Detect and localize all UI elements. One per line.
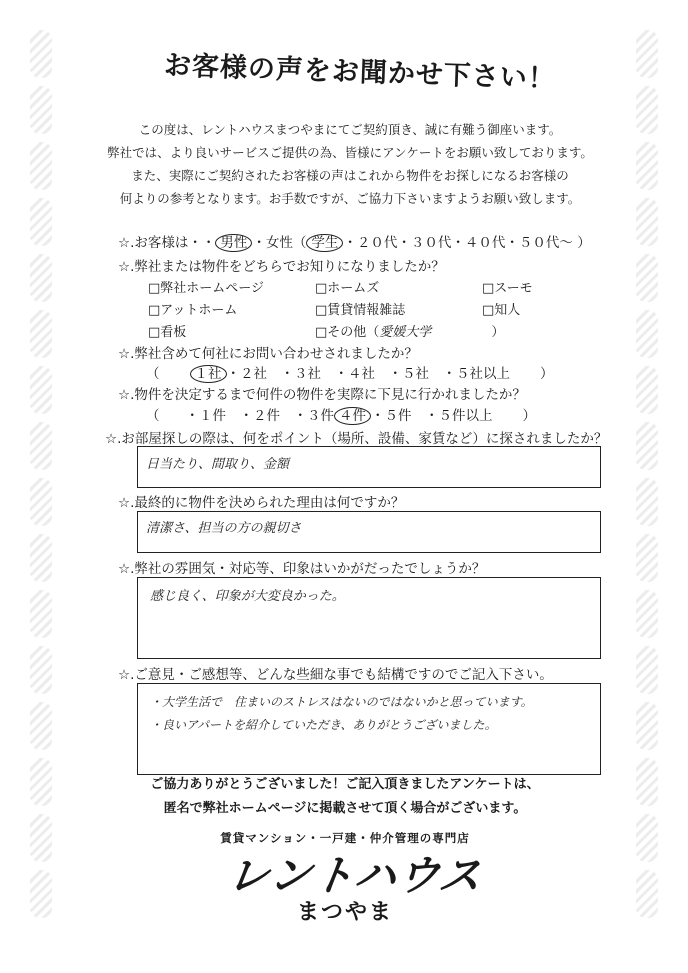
option-other-close: ） — [491, 325, 505, 340]
question-how-found: ☆.弊社または物件をどちらでお知りになりましたか？ — [118, 259, 445, 275]
option-other-label: □その他（ — [315, 325, 380, 340]
option-acquaintance: □知人 — [482, 303, 521, 318]
option-signboard: □看板 — [148, 325, 187, 340]
q4-rest: ・５件 ・５件以上 — [371, 408, 493, 424]
option-athome: □アットホーム — [148, 303, 238, 318]
q4-pre: ・１件 ・２件 ・３件 — [185, 408, 334, 424]
question-properties-viewed: ☆.物件を決定するまで何件の物件を実際に下見に行かれましたか？ — [118, 387, 526, 403]
one-company-selected-circle: １社 — [190, 365, 227, 383]
student-selected-circle: 学生 — [306, 234, 343, 252]
left-decorative-border — [30, 30, 52, 943]
decision-reason-answer: 清潔さ、担当の方の親切さ — [146, 521, 302, 536]
option-other-written: 愛媛大学 — [379, 325, 432, 340]
company-logo-subtitle: まつやま — [296, 900, 393, 925]
closing-line: 匿名で弊社ホームページに掲載させて頂く場合がございます。 — [163, 801, 527, 816]
comments-answer-line-2: ・良いアパートを紹介していただき、ありがとうございました。 — [150, 718, 497, 732]
intro-line: 弊社では、より良いサービスご提供の為、皆様にアンケートをお願い致しております。 — [107, 145, 593, 160]
four-properties-selected-circle: ４件 — [334, 407, 371, 425]
option-suumo: □スーモ — [482, 281, 533, 296]
q3-options — [146, 362, 554, 383]
impression-answer: 感じ良く、印象が大変良かった。 — [150, 589, 345, 604]
q4-open: （ — [146, 408, 160, 424]
q1-rest: ・２０代・３０代・４０代・５０代～ ） — [343, 235, 591, 251]
q3-rest: ・２社 ・３社 ・４社 ・５社 ・５社以上 — [226, 366, 510, 382]
question-search-points: ☆.お部屋探しの際は、何をポイント（場所、設備、家賃など）に探されましたか？ — [105, 431, 608, 447]
search-points-answer: 日当たり、間取り、金額 — [146, 457, 290, 472]
male-selected-circle: 男性 — [215, 234, 252, 252]
intro-line: 何よりの参考となります。お手数ですが、ご協力下さいますようお願い致します。 — [119, 191, 581, 206]
q4-close: ） — [522, 408, 536, 424]
question-comments: ☆.ご意見・ご感想等、どんな些細な事でも結構ですのでご記入下さい。 — [118, 667, 553, 683]
page-title: お客様の声をお聞かせ下さい！ — [163, 50, 557, 95]
intro-line: この度は、レントハウスまつやまにてご契約頂き、誠に有難う御座います。 — [138, 122, 562, 137]
question-company-impression: ☆.弊社の雰囲気・対応等、印象はいかがだったでしょうか？ — [118, 561, 486, 577]
q1-sep: ・女性（ — [252, 235, 307, 251]
question-customer-type — [118, 231, 591, 252]
option-company-homepage: □弊社ホームページ — [148, 281, 265, 296]
intro-line: また、実際にご契約されたお客様の声はこれから物件をお探しになるお客様の — [131, 168, 569, 183]
q3-open: （ — [146, 366, 160, 382]
closing-text — [110, 773, 580, 821]
company-logo: レントハウス — [223, 851, 486, 900]
question-companies-contacted: ☆.弊社含めて何社にお問い合わせされましたか？ — [118, 346, 418, 362]
right-decorative-border — [636, 30, 658, 943]
intro-text — [90, 118, 610, 210]
q4-options — [146, 404, 536, 425]
q1-prefix: ☆.お客様は・・ — [118, 235, 216, 251]
company-tagline: 賃貸マンション・一戸建・仲介管理の専門店 — [220, 831, 470, 845]
question-decision-reason: ☆.最終的に物件を決められた理由は何ですか？ — [118, 495, 405, 511]
closing-line: ご協力ありがとうございました！ご記入頂きましたアンケートは、 — [150, 777, 540, 792]
comments-answer-line-1: ・大学生活で 住まいのストレスはないのではないかと思っています。 — [150, 695, 533, 709]
option-rental-magazine: □賃貸情報雑誌 — [315, 303, 406, 318]
option-other — [315, 321, 504, 340]
option-homes: □ホームズ — [315, 281, 380, 296]
q3-close: ） — [540, 366, 554, 382]
